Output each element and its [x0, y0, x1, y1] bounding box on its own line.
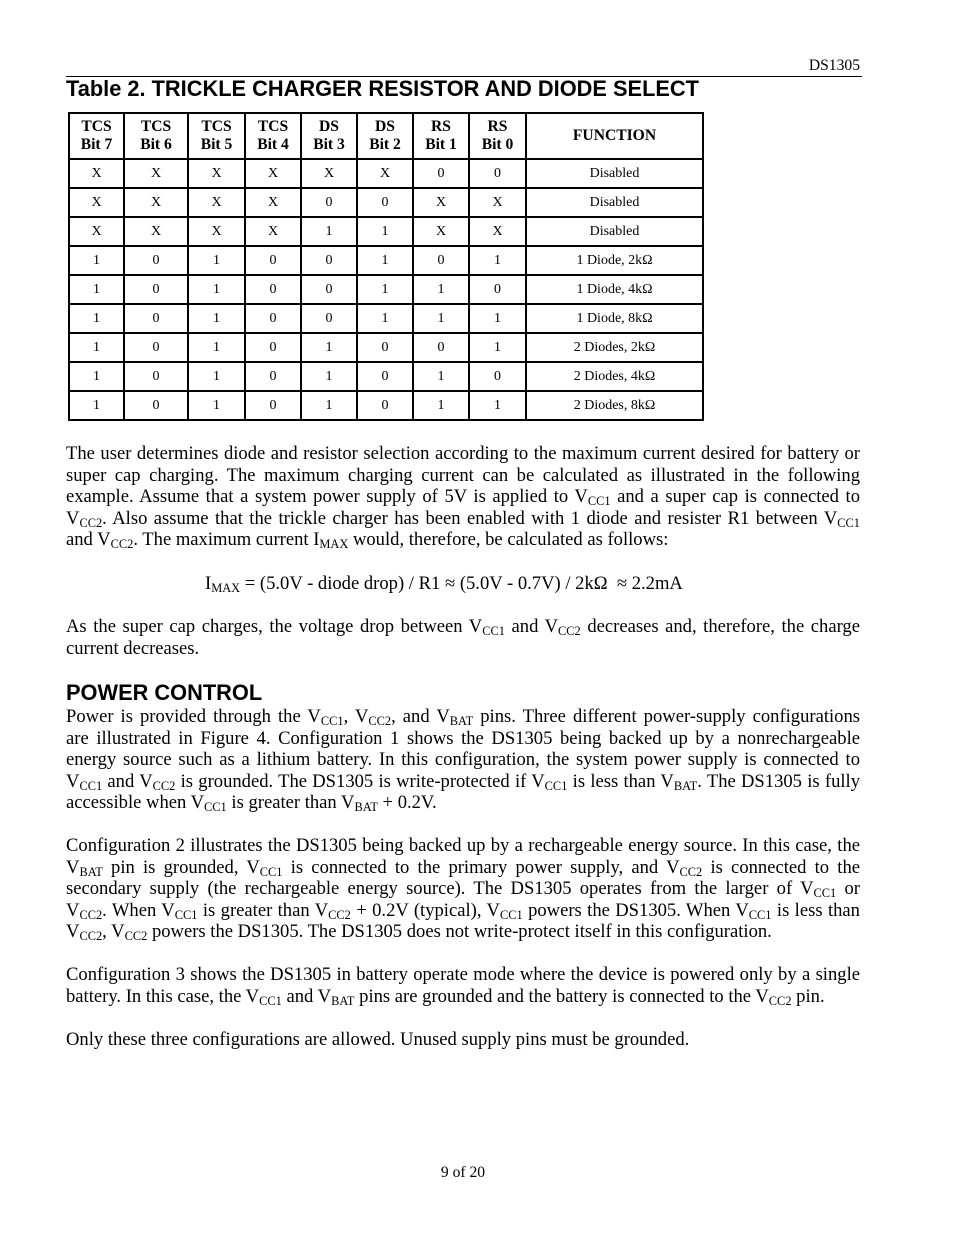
- bit-cell: 1: [357, 217, 413, 246]
- text-run: I: [205, 573, 212, 594]
- function-header: FUNCTION: [526, 113, 703, 159]
- column-group-label: TCS: [140, 118, 172, 135]
- subscript: CC2: [152, 778, 176, 793]
- bit-cell: 0: [357, 333, 413, 362]
- subscript: CC1: [544, 778, 568, 793]
- text-run: is greater than V: [226, 792, 355, 813]
- text-run: accessible when V: [66, 792, 205, 813]
- text-run: V: [66, 770, 80, 792]
- text-run: would, therefore, be calculated as follows:: [348, 529, 669, 550]
- bit-cell: 0: [413, 333, 469, 362]
- bit-cell: 0: [245, 333, 301, 362]
- bit-cell: 1: [357, 304, 413, 333]
- text-run: is less than V: [567, 770, 674, 792]
- text-run: battery. In this case, the V: [66, 985, 260, 1007]
- bit-cell: 0: [301, 304, 357, 333]
- text-run: example. Assume that a system power supply of 5V is applied to V: [66, 486, 588, 507]
- subscript: CC1: [259, 993, 282, 1008]
- bit-cell: X: [124, 188, 188, 217]
- column-header-bit-0: [469, 113, 526, 159]
- text-run: are illustrated in Figure 4. Configuration 1 shows the DS1305 being backed up by a nonrechargeable: [66, 727, 860, 749]
- bit-cell: X: [469, 217, 526, 246]
- bit-cell: 1: [357, 275, 413, 304]
- text-run: . Also assume that the trickle charger has been enabled with 1 diode and resister R1 between V: [102, 507, 838, 529]
- text-run: powers the DS1305. The DS1305 does not write-protect itself in this configuration.: [147, 921, 772, 942]
- bit-cell: 1: [69, 362, 124, 391]
- trickle-charger-select-table: [68, 112, 704, 421]
- table-title: Table 2. TRICKLE CHARGER RESISTOR AND DIODE SELECT: [66, 76, 699, 101]
- table-row: [69, 188, 703, 217]
- text-run: . The maximum current I: [133, 529, 320, 550]
- bit-cell: X: [301, 159, 357, 188]
- text-run: powers the DS1305. When V: [522, 899, 749, 921]
- subscript: CC2: [768, 993, 792, 1008]
- text-line: [66, 443, 860, 465]
- bit-cell: 0: [245, 304, 301, 333]
- subscript: CC1: [320, 714, 344, 728]
- bit-cell: 1: [188, 275, 245, 304]
- column-bit-label: Bit 2: [369, 136, 401, 153]
- text-line: [66, 1029, 860, 1051]
- text-run: is connected to the primary power supply, and V: [282, 856, 680, 878]
- table-header-row: [69, 113, 703, 159]
- bit-cell: 0: [357, 391, 413, 420]
- text-run: Configuration 3 shows the DS1305 in battery operate mode where the device is powered only by a single: [66, 964, 860, 985]
- subscript: BAT: [354, 800, 378, 814]
- subscript: CC1: [174, 907, 198, 922]
- table-row: [69, 159, 703, 188]
- bit-cell: X: [69, 217, 124, 246]
- bit-cell: 1: [469, 304, 526, 333]
- column-header-bit-1: [413, 113, 469, 159]
- text-run: V: [66, 921, 80, 942]
- text-run: The user determines diode and resistor selection according to the maximum current desired for battery or: [66, 443, 860, 464]
- text-run: . When V: [102, 899, 175, 921]
- subscript: CC2: [79, 929, 103, 943]
- text-line: [66, 857, 860, 879]
- bit-cell: 1: [188, 362, 245, 391]
- text-run: = (5.0V - diode drop) / R1 ≈ (5.0V - 0.7V) / 2kΩ ≈ 2.2mA: [240, 573, 683, 594]
- column-bit-label: Bit 0: [481, 136, 514, 153]
- text-run: and V: [504, 616, 559, 637]
- bit-cell: 1: [188, 304, 245, 333]
- bit-cell: 1: [301, 333, 357, 362]
- text-run: is greater than V: [197, 899, 329, 921]
- text-line: [66, 706, 860, 728]
- subscript: CC1: [837, 515, 860, 530]
- bit-cell: 1: [301, 362, 357, 391]
- bit-cell: 0: [245, 391, 301, 420]
- text-run: current decreases.: [66, 637, 200, 659]
- subscript: BAT: [673, 778, 698, 793]
- text-line: [66, 771, 860, 793]
- text-line: [66, 508, 860, 530]
- bit-cell: X: [69, 188, 124, 217]
- subscript: CC2: [328, 907, 351, 922]
- bit-cell: 0: [413, 159, 469, 188]
- subscript: CC2: [79, 515, 103, 530]
- text-run: pins. Three different power-supply configurations: [473, 706, 861, 727]
- column-bit-label: Bit 7: [80, 136, 113, 153]
- column-header-bit-5: [188, 113, 245, 159]
- table-row: [69, 246, 703, 275]
- text-run: , V: [102, 921, 125, 942]
- text-line: [66, 486, 860, 508]
- bit-cell: 1: [188, 246, 245, 275]
- text-line: [66, 878, 860, 900]
- text-run: Configuration 2 illustrates the DS1305 being backed up by a rechargeable energy source. In this case, the: [66, 835, 860, 856]
- text-run: + 0.2V.: [377, 792, 437, 813]
- function-cell: Disabled: [526, 188, 703, 217]
- text-run: + 0.2V (typical), V: [350, 899, 500, 921]
- text-run: and a super cap is connected to: [610, 486, 860, 507]
- subscript: MAX: [319, 537, 349, 551]
- text-line: [66, 638, 860, 660]
- column-bit-label: Bit 6: [140, 136, 172, 153]
- bit-cell: X: [124, 217, 188, 246]
- column-group-label: TCS: [81, 118, 112, 135]
- text-line: [66, 465, 860, 487]
- column-header-bit-6: [124, 113, 188, 159]
- column-bit-label: Bit 3: [313, 136, 345, 153]
- column-header-bit-7: [69, 113, 124, 159]
- bit-cell: X: [124, 159, 188, 188]
- charge-note-paragraph: [66, 616, 860, 659]
- subscript: CC1: [482, 624, 505, 638]
- bit-cell: 1: [69, 275, 124, 304]
- function-cell: Disabled: [526, 159, 703, 188]
- bit-cell: 1: [69, 304, 124, 333]
- bit-cell: 1: [69, 333, 124, 362]
- text-run: As the super cap charges, the voltage drop between V: [66, 616, 483, 637]
- text-line: [66, 749, 860, 771]
- document-id: DS1305: [808, 57, 860, 74]
- function-cell: 1 Diode, 4kΩ: [526, 275, 703, 304]
- text-run: . The DS1305 is fully: [697, 770, 860, 792]
- subscript: CC2: [79, 907, 103, 922]
- column-header-bit-3: [301, 113, 357, 159]
- text-run: super cap charging. The maximum charging current can be calculated as illustrated in the following: [66, 464, 860, 486]
- bit-cell: X: [245, 159, 301, 188]
- table-row: [69, 275, 703, 304]
- text-run: and V: [281, 985, 332, 1007]
- text-line: [66, 986, 860, 1008]
- bit-cell: 0: [469, 362, 526, 391]
- text-run: energy source such as a lithium battery. In this configuration, the system power supply is connected to: [66, 749, 860, 770]
- function-cell: 2 Diodes, 2kΩ: [526, 333, 703, 362]
- column-group-label: DS: [319, 118, 339, 135]
- column-group-label: RS: [431, 118, 451, 135]
- text-run: Only these three configurations are allowed. Unused supply pins must be grounded.: [66, 1029, 690, 1050]
- bit-cell: 1: [188, 333, 245, 362]
- subscript: BAT: [449, 714, 474, 728]
- table-row: [69, 362, 703, 391]
- bit-cell: 1: [357, 246, 413, 275]
- bit-cell: 1: [469, 333, 526, 362]
- bit-cell: 0: [469, 159, 526, 188]
- text-line: [66, 900, 860, 922]
- bit-cell: 0: [245, 246, 301, 275]
- column-header-bit-2: [357, 113, 413, 159]
- bit-cell: 1: [188, 391, 245, 420]
- column-bit-label: Bit 4: [257, 136, 289, 153]
- subscript: CC2: [124, 929, 148, 943]
- text-run: pins are grounded and the battery is connected to the V: [354, 985, 769, 1007]
- bit-cell: 1: [469, 246, 526, 275]
- text-run: decreases and, therefore, the charge: [580, 616, 860, 637]
- bit-cell: X: [245, 217, 301, 246]
- text-run: secondary supply (the rechargeable energy source). The DS1305 operates from the larger of V: [66, 878, 814, 899]
- bit-cell: 1: [413, 275, 469, 304]
- text-run: V: [66, 507, 80, 529]
- bit-cell: 0: [245, 362, 301, 391]
- bit-cell: 0: [245, 275, 301, 304]
- text-line: [66, 835, 860, 857]
- text-run: , and V: [391, 706, 450, 727]
- bit-cell: 0: [124, 246, 188, 275]
- text-run: V: [66, 899, 80, 921]
- function-cell: 2 Diodes, 8kΩ: [526, 391, 703, 420]
- text-line: [66, 529, 860, 551]
- bit-cell: 0: [124, 362, 188, 391]
- table-body: [69, 159, 703, 420]
- bit-cell: 0: [124, 275, 188, 304]
- text-run: is connected to the: [702, 856, 860, 878]
- bit-cell: 0: [124, 333, 188, 362]
- bit-cell: X: [469, 188, 526, 217]
- subscript: CC1: [587, 494, 611, 508]
- text-run: pin.: [791, 985, 825, 1007]
- bit-cell: X: [413, 217, 469, 246]
- page-number: 9 of 20: [440, 1164, 486, 1181]
- max-current-equation: [205, 573, 683, 595]
- bit-cell: 0: [124, 304, 188, 333]
- allowed-configurations-paragraph: [66, 1029, 860, 1051]
- bit-cell: 1: [69, 391, 124, 420]
- bit-cell: 0: [357, 362, 413, 391]
- function-cell: Disabled: [526, 217, 703, 246]
- table-row: [69, 217, 703, 246]
- bit-cell: X: [245, 188, 301, 217]
- column-group-label: TCS: [201, 118, 232, 135]
- text-run: and V: [66, 529, 111, 550]
- power-control-heading: POWER CONTROL: [66, 680, 263, 705]
- function-cell: 1 Diode, 8kΩ: [526, 304, 703, 333]
- intro-paragraph: [66, 443, 860, 551]
- bit-cell: 1: [413, 391, 469, 420]
- bit-cell: 0: [469, 275, 526, 304]
- subscript: MAX: [211, 581, 241, 595]
- text-run: Power is provided through the V: [66, 706, 321, 727]
- column-header-bit-4: [245, 113, 301, 159]
- configuration-2-paragraph: [66, 835, 860, 943]
- table-row: [69, 304, 703, 333]
- bit-cell: 1: [413, 304, 469, 333]
- bit-cell: 0: [301, 246, 357, 275]
- bit-cell: X: [188, 217, 245, 246]
- text-line: [66, 964, 860, 986]
- subscript: CC2: [558, 624, 581, 638]
- text-run: or: [836, 878, 860, 899]
- bit-cell: 1: [469, 391, 526, 420]
- function-cell: 2 Diodes, 4kΩ: [526, 362, 703, 391]
- bit-cell: X: [413, 188, 469, 217]
- subscript: CC2: [679, 864, 703, 879]
- text-line: [66, 792, 860, 814]
- bit-cell: 0: [124, 391, 188, 420]
- bit-cell: X: [188, 159, 245, 188]
- bit-cell: 0: [413, 246, 469, 275]
- function-cell: 1 Diode, 2kΩ: [526, 246, 703, 275]
- bit-cell: 1: [69, 246, 124, 275]
- bit-cell: 1: [413, 362, 469, 391]
- subscript: CC1: [259, 864, 283, 879]
- subscript: CC2: [110, 537, 134, 551]
- bit-cell: 0: [357, 188, 413, 217]
- bit-cell: 1: [301, 217, 357, 246]
- column-group-label: RS: [487, 118, 508, 135]
- column-bit-label: Bit 5: [200, 136, 233, 153]
- text-run: , V: [343, 706, 369, 727]
- text-line: [66, 921, 860, 943]
- bit-cell: 1: [301, 391, 357, 420]
- bit-cell: 0: [301, 188, 357, 217]
- text-run: pin is grounded, V: [102, 856, 260, 878]
- bit-cell: 0: [301, 275, 357, 304]
- subscript: CC2: [368, 714, 392, 728]
- text-run: is less than: [771, 899, 860, 921]
- table-row: [69, 391, 703, 420]
- column-group-label: TCS: [257, 118, 289, 135]
- subscript: CC1: [79, 778, 103, 793]
- table-row: [69, 333, 703, 362]
- subscript: CC1: [204, 800, 227, 814]
- bit-cell: X: [357, 159, 413, 188]
- column-bit-label: Bit 1: [425, 136, 457, 153]
- configuration-1-paragraph: [66, 706, 860, 814]
- bit-cell: X: [188, 188, 245, 217]
- subscript: CC1: [499, 907, 523, 922]
- bit-cell: X: [69, 159, 124, 188]
- text-line: [66, 728, 860, 750]
- subscript: BAT: [331, 993, 355, 1008]
- text-run: V: [66, 856, 80, 878]
- text-run: is grounded. The DS1305 is write-protected if V: [175, 770, 545, 792]
- subscript: CC1: [748, 907, 772, 922]
- configuration-3-paragraph: [66, 964, 860, 1007]
- column-group-label: DS: [375, 118, 395, 135]
- subscript: BAT: [79, 864, 103, 879]
- text-line: [66, 616, 860, 638]
- subscript: CC1: [813, 886, 837, 900]
- text-run: and V: [102, 770, 153, 792]
